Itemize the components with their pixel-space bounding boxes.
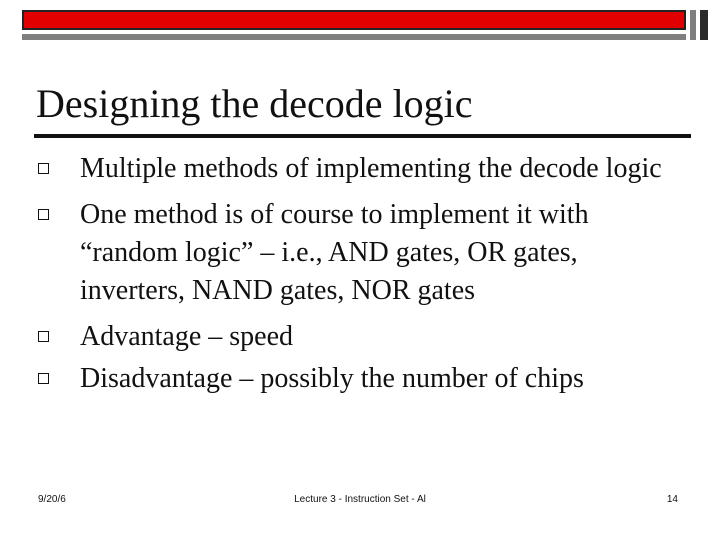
footer-date: 9/20/6 — [38, 494, 66, 505]
top-grey-side — [690, 10, 696, 40]
bullet-item — [38, 318, 688, 356]
footer-lecture-title: Lecture 3 - Instruction Set - Al — [294, 494, 426, 505]
bullet-list — [38, 150, 688, 406]
bullet-text: One method is of course to implement it with “random logic” – i.e., AND gates, OR gates, inverters, NAND gates, NOR gates — [80, 199, 589, 306]
hollow-square-bullet-icon — [38, 331, 49, 342]
bullet-text: Disadvantage – possibly the number of chips — [80, 363, 584, 394]
slide-title: Designing the decode logic — [36, 81, 473, 126]
bullet-item — [38, 360, 688, 398]
hollow-square-bullet-icon — [38, 373, 49, 384]
top-grey-shadow — [22, 34, 686, 40]
title-underline — [34, 134, 691, 138]
hollow-square-bullet-icon — [38, 163, 49, 174]
hollow-square-bullet-icon — [38, 209, 49, 220]
top-bar-endcap — [700, 10, 708, 40]
top-red-bar — [22, 10, 686, 30]
top-decorative-bar — [22, 10, 686, 38]
bullet-item — [38, 150, 688, 188]
bullet-item — [38, 196, 688, 310]
bullet-text: Multiple methods of implementing the decode logic — [80, 153, 662, 184]
footer-page-number: 14 — [666, 494, 678, 505]
bullet-text: Advantage – speed — [80, 321, 294, 352]
